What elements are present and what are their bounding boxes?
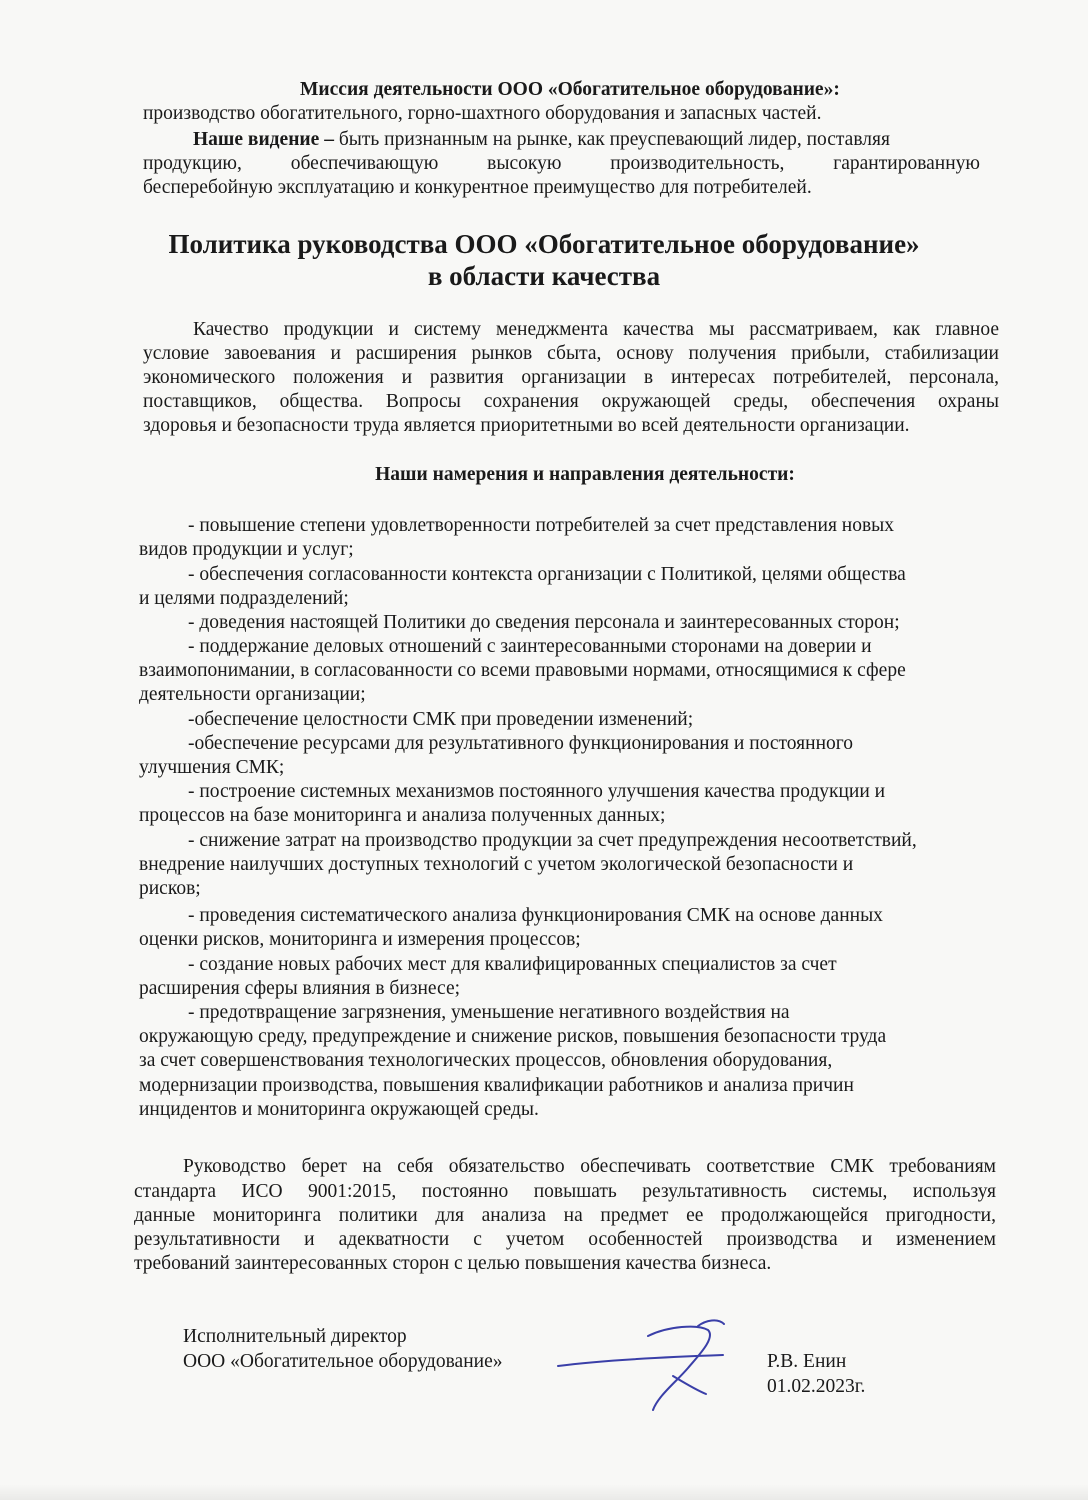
intention-line: внедрение наилучших доступных технологий с учетом экологической безопасности и — [139, 854, 854, 875]
vision-line-2: продукцию, обеспечивающую высокую производительность, гарантированную — [143, 153, 980, 174]
commitment-line: стандарта ИСО 9001:2015, постоянно повышать результативность системы, используя — [134, 1181, 996, 1202]
signature-stroke — [673, 1376, 706, 1394]
intention-line: улучшения СМК; — [139, 757, 285, 778]
mission-heading: Миссия деятельности ООО «Обогатительное оборудование»: — [300, 79, 840, 100]
handwritten-signature — [548, 1318, 748, 1418]
signatory-position: Исполнительный директор — [183, 1326, 407, 1347]
intention-line: за счет совершенствования технологических процессов, обновления оборудования, — [139, 1050, 833, 1071]
intentions-heading: Наши намерения и направления деятельности: — [375, 464, 795, 485]
intro-line: Качество продукции и систему менеджмента качества мы рассматриваем, как главное — [193, 319, 999, 340]
intention-line: окружающую среду, предупреждение и снижение рисков, повышения безопасности труда — [139, 1026, 887, 1047]
signature-stroke — [648, 1327, 710, 1410]
signatory-company: ООО «Обогатительное оборудование» — [183, 1351, 503, 1372]
intention-line: рисков; — [139, 878, 201, 899]
intention-line: инцидентов и мониторинга окружающей среды. — [139, 1099, 539, 1120]
intention-line: - построение системных механизмов постоянного улучшения качества продукции и — [188, 781, 886, 802]
signatory-name: Р.В. Енин — [767, 1351, 847, 1372]
intention-line: и целями подразделений; — [139, 588, 349, 609]
vision-first-line — [193, 128, 890, 152]
policy-title-line-1: Политика руководства ООО «Обогатительное оборудование» — [168, 229, 920, 259]
intention-line: расширения сферы влияния в бизнесе; — [139, 978, 461, 999]
vision-label: Наше видение – — [193, 129, 334, 150]
scan-edge-shadow — [0, 1484, 1088, 1500]
intention-line: - проведения систематического анализа функционирования СМК на основе данных — [188, 905, 883, 926]
intention-line: - снижение затрат на производство продукции за счет предупреждения несоответствий, — [188, 830, 917, 851]
intention-line: - поддержание деловых отношений с заинтересованными сторонами на доверии и — [188, 636, 872, 657]
intention-line: оценки рисков, мониторинга и измерения процессов; — [139, 929, 581, 950]
commitment-line: Руководство берет на себя обязательство обеспечивать соответствие СМК требованиям — [183, 1156, 996, 1177]
intention-line: процессов на базе мониторинга и анализа полученных данных; — [139, 805, 666, 826]
intro-line: поставщиков, общества. Вопросы сохранения окружающей среды, обеспечения охраны — [143, 391, 999, 412]
intention-line: - обеспечения согласованности контекста организации с Политикой, целями общества — [188, 564, 906, 585]
intention-line: - создание новых рабочих мест для квалифицированных специалистов за счет — [188, 954, 837, 975]
policy-title-line-2: в области качества — [427, 261, 661, 291]
intention-line: - доведения настоящей Политики до сведения персонала и заинтересованных сторон; — [188, 612, 900, 633]
commitment-line: данные мониторинга политики для анализа на предмет ее продолжающейся пригодности, — [134, 1205, 996, 1226]
intention-line: видов продукции и услуг; — [139, 539, 354, 560]
intro-line: экономического положения и развития организации в интересах потребителей, персонала, — [143, 367, 999, 388]
intention-line: деятельности организации; — [139, 684, 366, 705]
vision-line-1: быть признанным на рынке, как преуспевающий лидер, поставляя — [333, 129, 890, 150]
vision-line-3: бесперебойную эксплуатацию и конкурентное преимущество для потребителей. — [143, 177, 812, 198]
intro-line: условие завоевания и расширения рынков сбыта, основу получения прибыли, стабилизации — [143, 343, 999, 364]
intro-line: здоровья и безопасности труда является приоритетными во всей деятельности организации. — [143, 415, 910, 436]
mission-text: производство обогатительного, горно-шахтного оборудования и запасных частей. — [143, 103, 822, 124]
signature-stroke — [698, 1320, 724, 1326]
intention-line: - предотвращение загрязнения, уменьшение негативного воздействия на — [188, 1002, 790, 1023]
intention-line: -обеспечение целостности СМК при проведении изменений; — [188, 709, 694, 730]
intention-line: - повышение степени удовлетворенности потребителей за счет представления новых — [188, 515, 895, 536]
intention-line: -обеспечение ресурсами для результативного функционирования и постоянного — [188, 733, 854, 754]
commitment-line: результативности и адекватности с учетом особенностей производства и изменением — [134, 1229, 996, 1250]
intention-line: взаимопонимании, в согласованности со всеми правовыми нормами, относящимися к сфере — [139, 660, 906, 681]
intention-line: модернизации производства, повышения квалификации работников и анализа причин — [139, 1075, 854, 1096]
commitment-line: требований заинтересованных сторон с целью повышения качества бизнеса. — [134, 1253, 772, 1274]
signature-date: 01.02.2023г. — [767, 1376, 866, 1397]
